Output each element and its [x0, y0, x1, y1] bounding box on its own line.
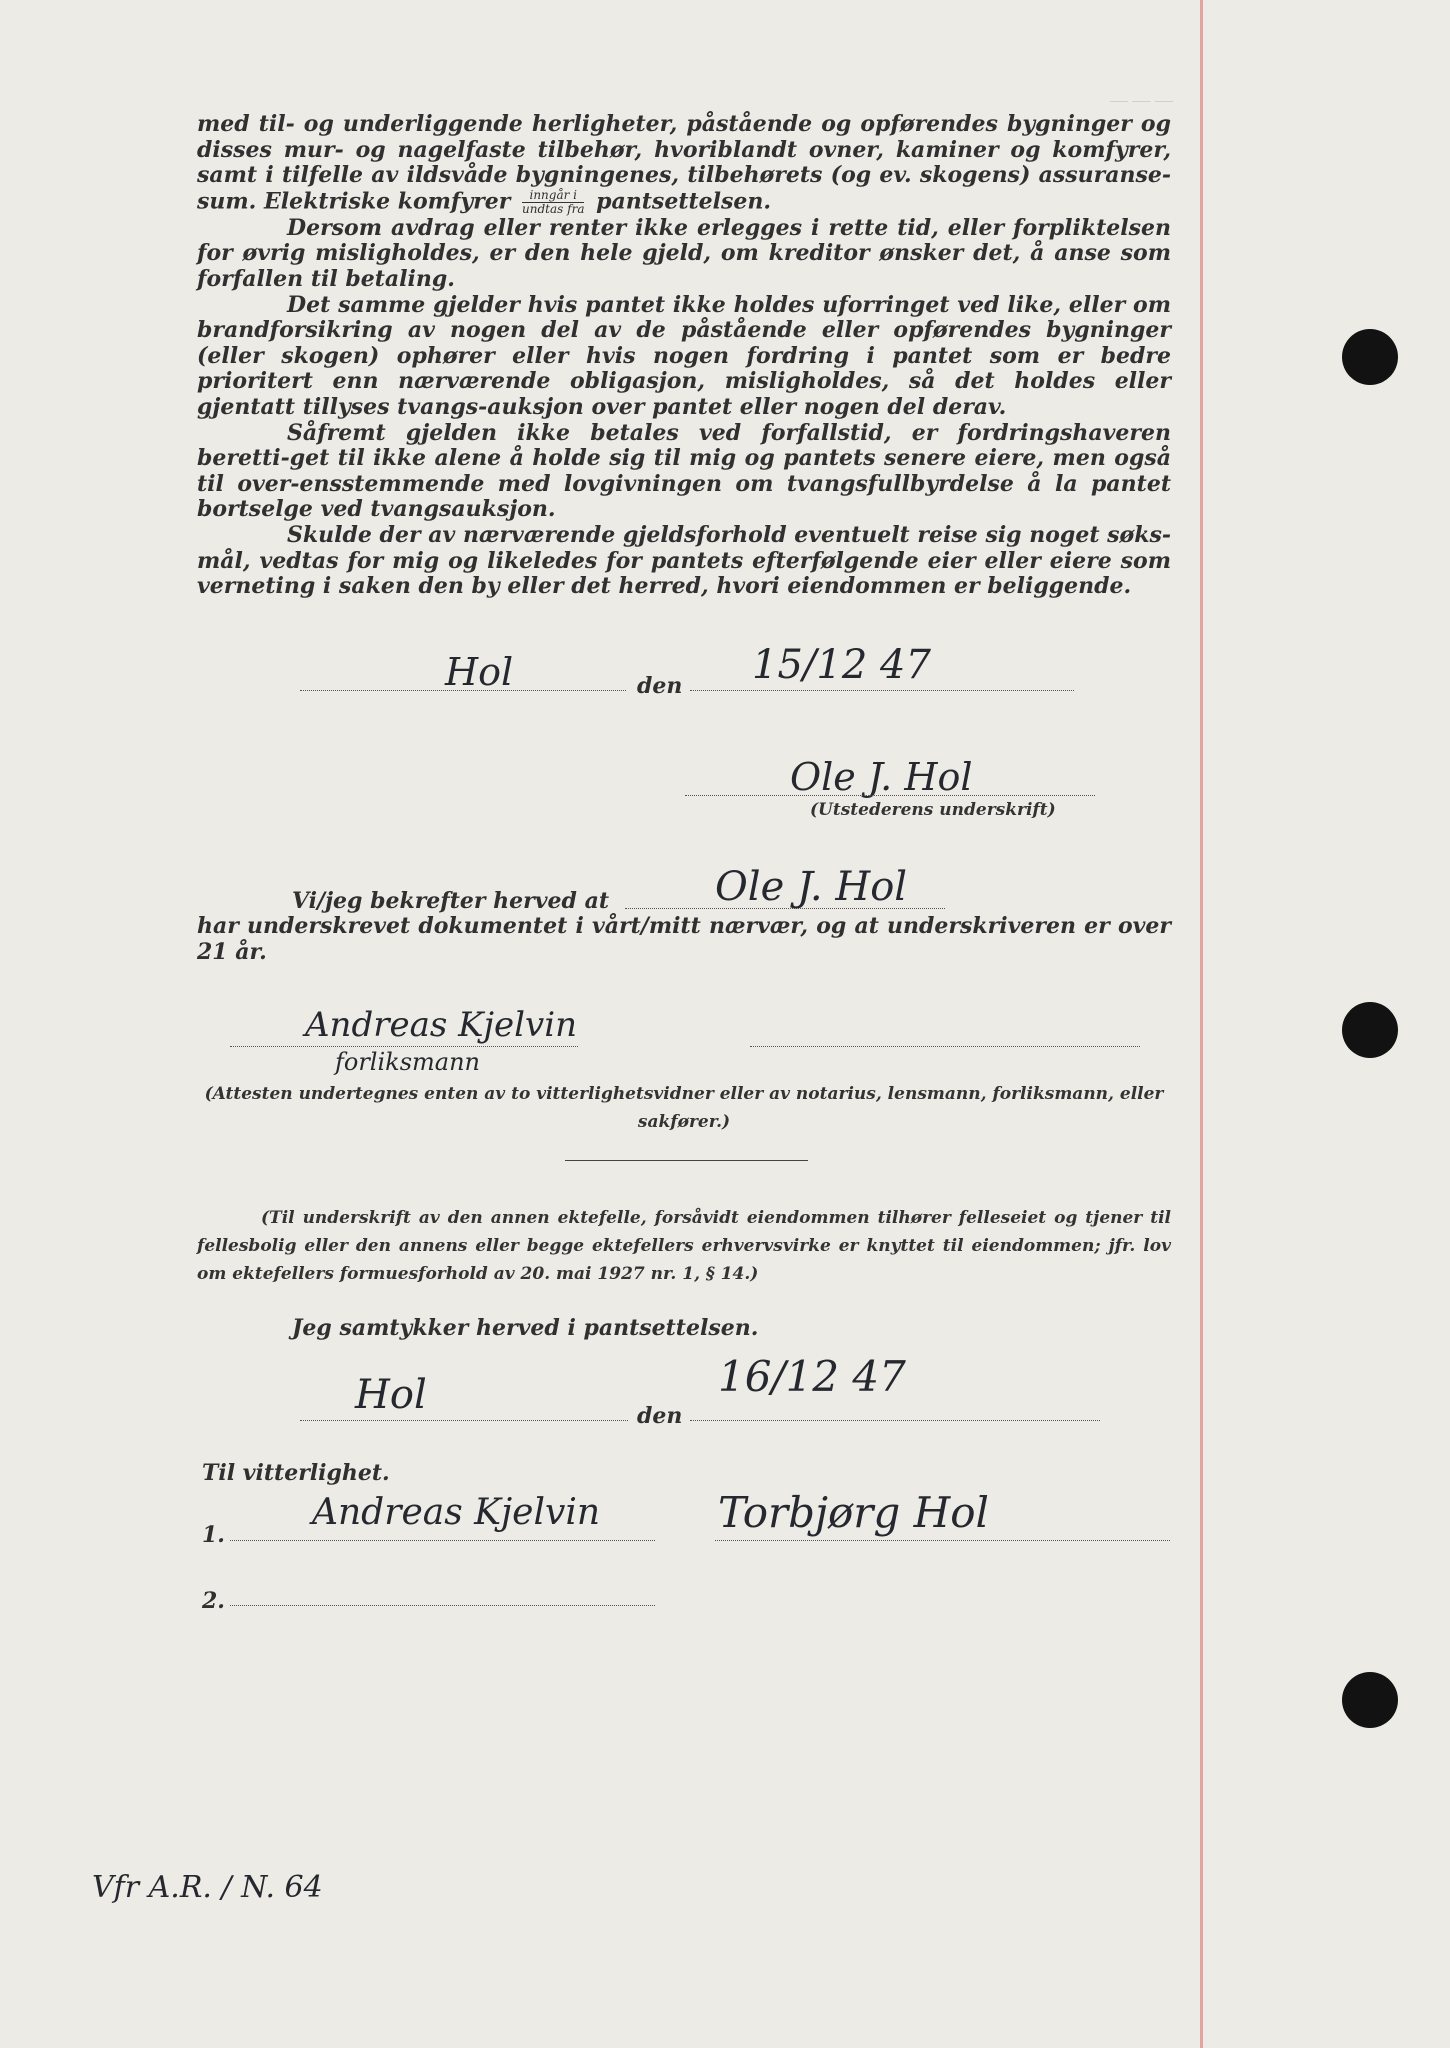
included-excluded-fraction: $\frac{\text{inngår i}}{\text{undtas fra}}$ — [522, 187, 585, 216]
attestation-note: (Attesten undertegnes enten av to vitterlighetsvidner eller av notarius, lensmann, forliksmann, eller sakfører.) — [204, 1084, 1164, 1132]
spouse-signature: Torbjørg Hol — [718, 1488, 989, 1537]
place-handwriting: Hol — [445, 650, 514, 694]
witness-line-1 — [230, 1046, 578, 1047]
punch-hole — [1342, 329, 1398, 385]
attestation-name-handwriting: Ole J. Hol — [715, 864, 908, 910]
den-label: den — [637, 673, 683, 699]
date-handwriting: 15/12 47 — [752, 642, 931, 688]
date-line — [690, 690, 1074, 691]
witness-1-line — [230, 1540, 655, 1541]
bleed-through: — — — — [1110, 90, 1173, 110]
issuer-signature-line — [685, 795, 1095, 796]
terms-paragraph-5: Skulde der av nærværende gjeldsforhold eventuelt reise sig noget søks-mål, vedtas for mig og likeledes for pantets efterfølgende eier eller eiere som verneting i saken den by eller det herred, hvori eiendommen er beliggende. — [197, 521, 1171, 600]
witness-1-label: 1. — [202, 1522, 225, 1548]
spouse-place-line — [300, 1420, 628, 1421]
margin-note-handwriting: Vfr A.R. / N. 64 — [92, 1870, 323, 1905]
margin-rule — [1200, 0, 1203, 2048]
section-divider — [565, 1160, 808, 1161]
issuer-signature-caption: (Utstederens underskrift) — [810, 800, 1056, 820]
witness-heading: Til vitterlighet. — [202, 1460, 390, 1486]
spouse-date-handwriting: 16/12 47 — [718, 1352, 906, 1401]
issuer-signature: Ole J. Hol — [790, 755, 973, 799]
punch-hole — [1342, 1672, 1398, 1728]
spouse-den-label: den — [637, 1403, 683, 1429]
spouse-date-line — [690, 1420, 1100, 1421]
terms-paragraph-2: Dersom avdrag eller renter ikke erlegges i rette tid, eller forpliktelsen for øvrig misligholdes, er den hele gjeld, om kreditor ønsker det, å anse som forfallen til betaling. — [197, 214, 1171, 292]
spouse-place-handwriting: Hol — [355, 1372, 427, 1418]
witness-2-label: 2. — [202, 1588, 225, 1614]
witness-1-signature: Andreas Kjelvin — [312, 1492, 601, 1533]
witness-line-2 — [750, 1046, 1140, 1047]
attestation-statement: har underskrevet dokumentet i vårt/mitt nærvær, og at underskriveren er over 21 år. — [197, 913, 1171, 965]
spouse-note: (Til underskrift av den annen ektefelle, forsåvidt eiendommen tilhører felleseiet og tjener til fellesbolig eller den annens eller begge ektefellers erhvervsvirke er knyttet til eiendommen; jfr. lov om ektefellers formuesforhold av 20. mai 1927 nr. 1, § 14.) — [197, 1208, 1171, 1284]
terms-paragraph-4: Såfremt gjelden ikke betales ved forfallstid, er fordringshaveren beretti-get til ikke alene å holde sig til mig og pantets senere eiere, men også til over-ensstemmende med lovgivningen om tvangsfullbyrdelse å la pantet bortselge ved tvangsauksjon. — [197, 419, 1171, 523]
spouse-signature-line — [715, 1540, 1170, 1541]
terms-paragraph-3: Det samme gjelder hvis pantet ikke holdes uforringet ved like, eller om brandforsikring av nogen del av de påstående eller opførendes bygninger (eller skogen) ophører eller hvis nogen fordring i pantet som er bedre prioritert enn nærværende obligasjon, misligholdes, så det holdes eller gjentatt tillyses tvangs-auksjon over pantet eller nogen del derav. — [197, 291, 1171, 420]
terms-paragraph-1: med til- og underliggende herligheter, påstående og opførendes bygninger og disses mur- og nagelfaste tilbehør, hvoriblandt ovner, kaminer og komfyrer, samt i tilfelle av ildsvåde bygningenes, tilbehørets (og ev. skogens) assuranse-sum. Elektriske komfyrer $\frac{\text{inngår i}}{\text{undtas fra}}$ pantsettelsen. — [197, 111, 1171, 216]
attestation-confirm-text: Vi/jeg bekrefter herved at — [292, 888, 609, 914]
punch-hole — [1342, 1002, 1398, 1058]
witness-2-line — [230, 1605, 655, 1606]
attestation-witness-signature: Andreas Kjelvin — [305, 1005, 578, 1045]
attestation-witness-title: forliksmann — [335, 1048, 480, 1076]
mortgage-terms — [197, 112, 1171, 600]
spouse-consent-text: Jeg samtykker herved i pantsettelsen. — [292, 1315, 759, 1341]
